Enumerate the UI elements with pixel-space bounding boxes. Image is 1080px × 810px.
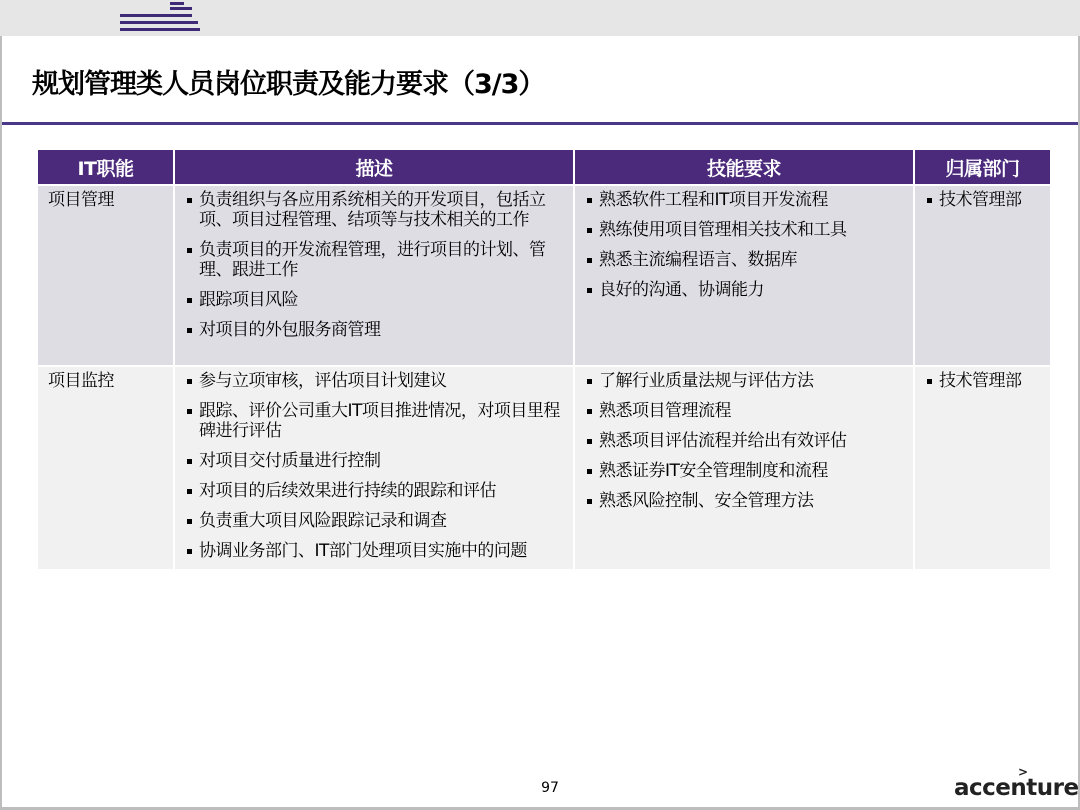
list-item: 熟悉主流编程语言、数据库 xyxy=(585,250,907,270)
page-number: 97 xyxy=(541,780,559,796)
list-item: 跟踪项目风险 xyxy=(185,290,567,310)
list-item: 了解行业质量法规与评估方法 xyxy=(585,371,907,391)
list-item: 熟悉软件工程和IT项目开发流程 xyxy=(585,190,907,210)
brand-mark-icon: > xyxy=(1018,765,1029,779)
list-item: 跟踪、评价公司重大IT项目推进情况，对项目里程碑进行评估 xyxy=(185,401,567,441)
list-item: 对项目交付质量进行控制 xyxy=(185,451,567,471)
header-it-function: IT职能 xyxy=(38,150,174,185)
list-item: 技术管理部 xyxy=(925,371,1044,391)
department-cell xyxy=(914,366,1050,569)
table-row xyxy=(38,366,1050,569)
description-cell xyxy=(174,185,574,366)
list-item: 负责项目的开发流程管理，进行项目的计划、管理、跟进工作 xyxy=(185,240,567,280)
header-description: 描述 xyxy=(174,150,574,185)
department-cell xyxy=(914,185,1050,366)
skills-cell xyxy=(574,185,914,366)
list-item: 技术管理部 xyxy=(925,190,1044,210)
responsibility-table xyxy=(38,150,1050,569)
list-item: 对项目的后续效果进行持续的跟踪和评估 xyxy=(185,481,567,501)
function-cell: 项目管理 xyxy=(38,185,174,366)
table-row xyxy=(38,185,1050,366)
list-item: 熟悉风险控制、安全管理方法 xyxy=(585,491,907,511)
header-skills: 技能要求 xyxy=(574,150,914,185)
list-item: 负责组织与各应用系统相关的开发项目，包括立项、项目过程管理、结项等与技术相关的工作 xyxy=(185,190,567,230)
list-item: 参与立项审核，评估项目计划建议 xyxy=(185,371,567,391)
brand-logo: accenture xyxy=(954,775,1079,801)
list-item: 协调业务部门、IT部门处理项目实施中的问题 xyxy=(185,541,567,561)
logo-stripes xyxy=(120,0,200,36)
skills-cell xyxy=(574,366,914,569)
list-item: 熟练使用项目管理相关技术和工具 xyxy=(585,220,907,240)
list-item: 负责重大项目风险跟踪记录和调查 xyxy=(185,511,567,531)
page-title: 规划管理类人员岗位职责及能力要求（3/3） xyxy=(32,69,545,100)
list-item: 对项目的外包服务商管理 xyxy=(185,320,567,340)
table-header-row xyxy=(38,150,1050,185)
list-item: 良好的沟通、协调能力 xyxy=(585,280,907,300)
function-cell: 项目监控 xyxy=(38,366,174,569)
list-item: 熟悉项目管理流程 xyxy=(585,401,907,421)
header-department: 归属部门 xyxy=(914,150,1050,185)
frame-left xyxy=(0,36,2,810)
description-cell xyxy=(174,366,574,569)
list-item: 熟悉项目评估流程并给出有效评估 xyxy=(585,431,907,451)
list-item: 熟悉证券IT安全管理制度和流程 xyxy=(585,461,907,481)
